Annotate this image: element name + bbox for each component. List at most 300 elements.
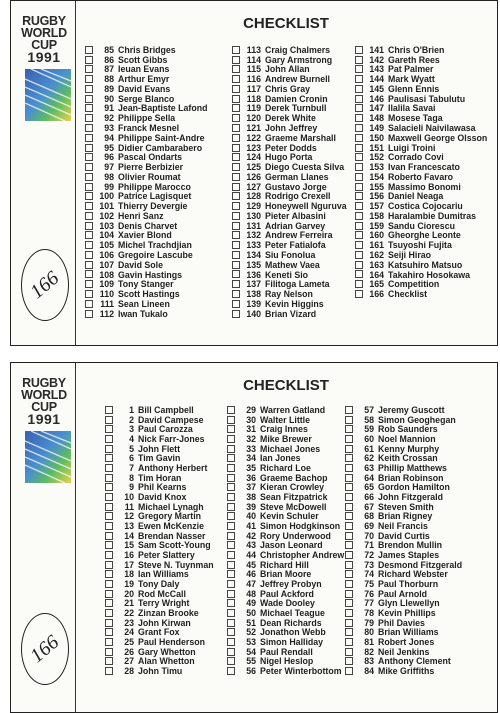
checkbox[interactable] (355, 75, 363, 83)
checkbox[interactable] (355, 173, 363, 181)
checklist-row (345, 560, 462, 570)
checklist-row (105, 415, 214, 425)
checkbox[interactable] (345, 541, 353, 549)
checkbox[interactable] (227, 541, 235, 549)
checkbox[interactable] (232, 270, 240, 278)
card-number-label: 91 (104, 103, 114, 114)
checkbox[interactable] (105, 493, 113, 501)
checkbox[interactable] (85, 114, 93, 122)
checkbox[interactable] (105, 454, 113, 462)
player-name: Competition (388, 279, 440, 290)
checkbox[interactable] (227, 638, 235, 646)
checkbox[interactable] (227, 532, 235, 540)
card-number-label: 101 (99, 201, 114, 212)
card-number: 166 (26, 266, 64, 303)
checklist-row (227, 405, 344, 415)
checkbox[interactable] (105, 425, 113, 433)
checkbox[interactable] (345, 445, 353, 453)
checkbox[interactable] (85, 95, 93, 103)
checklist-row (227, 473, 344, 483)
player-name: Luigi Troini (388, 142, 436, 153)
checkbox[interactable] (355, 261, 363, 269)
checkbox[interactable] (227, 454, 235, 462)
checkbox[interactable] (105, 406, 113, 414)
checkbox[interactable] (105, 503, 113, 511)
checkbox[interactable] (105, 628, 113, 636)
checkbox[interactable] (232, 104, 240, 112)
player-name: Gustavo Jorge (265, 181, 327, 192)
player-name: Olivier Roumat (118, 171, 181, 182)
checklist-row (345, 463, 462, 473)
checkbox[interactable] (345, 580, 353, 588)
checkbox[interactable] (232, 261, 240, 269)
checkbox[interactable] (227, 445, 235, 453)
checkbox[interactable] (345, 667, 353, 675)
checkbox[interactable] (355, 251, 363, 259)
checkbox[interactable] (227, 551, 235, 559)
card-number-label: 94 (104, 132, 114, 143)
player-name: Gheorghe Leonte (388, 230, 461, 241)
checklist-row (345, 627, 462, 637)
card-number-label: 121 (246, 123, 261, 134)
checkbox[interactable] (345, 570, 353, 578)
player-name: Neil Francis (378, 520, 428, 531)
card-number-label: 36 (246, 472, 256, 483)
checkbox[interactable] (227, 435, 235, 443)
player-name: Checklist (388, 289, 428, 300)
card-number-label: 28 (124, 665, 134, 676)
checkbox[interactable] (85, 251, 93, 259)
checkbox[interactable] (355, 290, 363, 298)
checkbox[interactable] (227, 609, 235, 617)
checkbox[interactable] (232, 280, 240, 288)
checkbox[interactable] (227, 648, 235, 656)
card-number-label: 25 (124, 636, 134, 647)
checkbox[interactable] (105, 638, 113, 646)
card-number-label: 133 (246, 240, 261, 251)
checklist-row (232, 270, 347, 280)
checkbox[interactable] (105, 551, 113, 559)
card-number-label: 52 (246, 627, 256, 638)
checkbox[interactable] (345, 657, 353, 665)
checklist-row (355, 65, 487, 75)
checkbox[interactable] (85, 192, 93, 200)
checkbox[interactable] (85, 104, 93, 112)
checkbox[interactable] (232, 134, 240, 142)
checkbox[interactable] (232, 183, 240, 191)
checklist-card-bottom (10, 362, 498, 713)
checkbox[interactable] (345, 512, 353, 520)
player-name: Ilalila Savai (388, 103, 436, 114)
checkbox[interactable] (227, 619, 235, 627)
checkbox[interactable] (232, 241, 240, 249)
checkbox[interactable] (227, 657, 235, 665)
player-name: Phil Kearns (138, 482, 187, 493)
checkbox[interactable] (345, 638, 353, 646)
player-name: Siu Fonolua (265, 249, 316, 260)
checkbox[interactable] (355, 56, 363, 64)
checkbox[interactable] (85, 65, 93, 73)
checkbox[interactable] (227, 464, 235, 472)
card-number-label: 60 (364, 433, 374, 444)
checkbox[interactable] (105, 619, 113, 627)
checkbox[interactable] (232, 192, 240, 200)
checkbox[interactable] (355, 241, 363, 249)
checkbox[interactable] (345, 435, 353, 443)
card-number-label: 58 (364, 414, 374, 425)
checkbox[interactable] (345, 425, 353, 433)
checkbox[interactable] (355, 183, 363, 191)
player-name: Chris O'Brien (388, 44, 445, 55)
checkbox[interactable] (105, 570, 113, 578)
checkbox[interactable] (227, 406, 235, 414)
checkbox[interactable] (355, 114, 363, 122)
checkbox[interactable] (85, 280, 93, 288)
checkbox[interactable] (105, 532, 113, 540)
checkbox[interactable] (85, 173, 93, 181)
checkbox[interactable] (85, 222, 93, 230)
checkbox[interactable] (355, 95, 363, 103)
checkbox[interactable] (232, 75, 240, 83)
checklist-row (85, 74, 207, 84)
checkbox[interactable] (85, 290, 93, 298)
checkbox[interactable] (105, 648, 113, 656)
card-number-label: 112 (99, 308, 114, 319)
checkbox[interactable] (85, 300, 93, 308)
checkbox[interactable] (85, 85, 93, 93)
checklist-row (232, 260, 347, 270)
checkbox[interactable] (345, 551, 353, 559)
checkbox[interactable] (345, 493, 353, 501)
checkbox[interactable] (232, 212, 240, 220)
checkbox[interactable] (232, 114, 240, 122)
checkbox[interactable] (345, 532, 353, 540)
card-number-label: 1 (129, 404, 134, 415)
checkbox[interactable] (355, 280, 363, 288)
checklist-row (105, 618, 214, 628)
player-name: Peter Winterbottom (260, 665, 342, 676)
card-number-label: 151 (369, 142, 384, 153)
checklist-row (232, 211, 347, 221)
checkbox[interactable] (105, 416, 113, 424)
checkbox[interactable] (355, 65, 363, 73)
checklist-row (232, 74, 347, 84)
checklist-row (227, 560, 344, 570)
checkbox[interactable] (232, 251, 240, 259)
checkbox[interactable] (232, 46, 240, 54)
checklist-row (85, 289, 207, 299)
card-number-label: 135 (246, 259, 261, 270)
checklist-row (355, 55, 487, 65)
checkbox[interactable] (85, 46, 93, 54)
checkbox[interactable] (85, 183, 93, 191)
checkbox[interactable] (227, 425, 235, 433)
player-name: Derek White (265, 113, 316, 124)
checkbox[interactable] (345, 561, 353, 569)
player-name: Philippe Sella (118, 113, 176, 124)
card-number-label: 143 (369, 64, 384, 75)
checklist-row (345, 569, 462, 579)
logo-line-rugby: RUGBY (22, 14, 66, 28)
card-number-label: 146 (369, 93, 384, 104)
checklist-row (232, 172, 347, 182)
card-number-label: 123 (246, 142, 261, 153)
card-number-label: 106 (99, 249, 114, 260)
checkbox[interactable] (345, 590, 353, 598)
checkbox[interactable] (355, 231, 363, 239)
player-name: Philippe Marocco (118, 181, 191, 192)
player-name: Craig Chalmers (265, 44, 331, 55)
checkbox[interactable] (227, 522, 235, 530)
checkbox[interactable] (355, 144, 363, 152)
checklist-row (345, 521, 462, 531)
card-number-label: 159 (369, 220, 384, 231)
checkbox[interactable] (105, 512, 113, 520)
player-name: Steve McDowell (260, 501, 327, 512)
checklist-row (105, 444, 214, 454)
checkbox[interactable] (105, 483, 113, 491)
checkbox[interactable] (227, 628, 235, 636)
checkbox[interactable] (105, 599, 113, 607)
player-name: Daniel Neaga (388, 191, 444, 202)
player-name: Peter Fatialofa (265, 240, 326, 251)
checkbox[interactable] (355, 192, 363, 200)
checkbox[interactable] (85, 212, 93, 220)
checklist-row (232, 240, 347, 250)
checkbox[interactable] (227, 416, 235, 424)
checkbox[interactable] (232, 290, 240, 298)
player-name: Andrew Ferreira (265, 230, 333, 241)
checkbox[interactable] (105, 541, 113, 549)
checkbox[interactable] (227, 503, 235, 511)
checkbox[interactable] (232, 85, 240, 93)
checklist-row (105, 531, 214, 541)
checkbox[interactable] (85, 56, 93, 64)
checkbox[interactable] (345, 619, 353, 627)
checkbox[interactable] (232, 65, 240, 73)
checklist-row (355, 182, 487, 192)
checkbox[interactable] (105, 667, 113, 675)
checklist-row (105, 463, 214, 473)
checkbox[interactable] (345, 483, 353, 491)
card-number-label: 50 (246, 607, 256, 618)
checklist-row (105, 424, 214, 434)
checkbox[interactable] (105, 609, 113, 617)
checklist-row (227, 618, 344, 628)
checkbox[interactable] (232, 153, 240, 161)
player-name: Paul Henderson (138, 636, 205, 647)
checkbox[interactable] (232, 222, 240, 230)
card-number-label: 72 (364, 549, 374, 560)
checklist-row (227, 540, 344, 550)
card-number-label: 130 (246, 210, 261, 221)
checkbox[interactable] (355, 212, 363, 220)
card-number-label: 62 (364, 453, 374, 464)
checkbox[interactable] (85, 163, 93, 171)
checkbox[interactable] (232, 124, 240, 132)
checklist-row (355, 162, 487, 172)
checkbox[interactable] (345, 609, 353, 617)
checkbox[interactable] (355, 163, 363, 171)
checklist-row (355, 221, 487, 231)
checkbox[interactable] (345, 648, 353, 656)
checkbox[interactable] (85, 261, 93, 269)
checkbox[interactable] (85, 270, 93, 278)
checkbox[interactable] (345, 628, 353, 636)
checkbox[interactable] (355, 85, 363, 93)
checkbox[interactable] (355, 222, 363, 230)
player-name: David Campese (138, 414, 204, 425)
checklist-row (355, 104, 487, 114)
checkbox[interactable] (345, 474, 353, 482)
player-name: Sean Fitzpatrick (260, 491, 328, 502)
checkbox[interactable] (227, 512, 235, 520)
checkbox[interactable] (85, 202, 93, 210)
checklist-card-top (10, 0, 498, 346)
checkbox[interactable] (232, 95, 240, 103)
checkbox[interactable] (227, 561, 235, 569)
checklist-row (355, 201, 487, 211)
checkbox[interactable] (355, 270, 363, 278)
checkbox[interactable] (355, 124, 363, 132)
checklist-row (105, 666, 214, 676)
checkbox[interactable] (85, 231, 93, 239)
player-name: Gordon Hamilton (378, 482, 450, 493)
player-name: Walter Little (260, 414, 311, 425)
checkbox[interactable] (105, 580, 113, 588)
player-name: Denis Charvet (118, 220, 178, 231)
card-number-label: 149 (369, 123, 384, 134)
player-name: Graeme Bachop (260, 472, 328, 483)
player-name: Bill Campbell (138, 404, 194, 415)
checkbox[interactable] (355, 153, 363, 161)
rugby-world-cup-logo-text (15, 15, 73, 63)
checklist-row (227, 463, 344, 473)
checklist-row (85, 201, 207, 211)
checkbox[interactable] (85, 75, 93, 83)
player-name: Craig Innes (260, 424, 308, 435)
card-number-label: 35 (246, 462, 256, 473)
checkbox[interactable] (85, 241, 93, 249)
checkbox[interactable] (345, 406, 353, 414)
checklist-row (345, 502, 462, 512)
card-number-label: 17 (124, 559, 134, 570)
checkbox[interactable] (105, 590, 113, 598)
logo-line-cup: CUP (31, 400, 57, 414)
checkbox[interactable] (232, 144, 240, 152)
checkbox[interactable] (227, 590, 235, 598)
checkbox[interactable] (105, 445, 113, 453)
card-number-label: 40 (246, 511, 256, 522)
card-number-label: 68 (364, 511, 374, 522)
player-name: Brian Williams (378, 627, 439, 638)
checklist-row (232, 162, 347, 172)
checkbox[interactable] (345, 416, 353, 424)
checkbox[interactable] (85, 134, 93, 142)
checkbox[interactable] (105, 561, 113, 569)
checkbox[interactable] (105, 657, 113, 665)
checkbox[interactable] (232, 231, 240, 239)
checkbox[interactable] (227, 667, 235, 675)
checkbox[interactable] (345, 599, 353, 607)
checkbox[interactable] (232, 300, 240, 308)
checkbox[interactable] (227, 599, 235, 607)
card-number-label: 104 (99, 230, 114, 241)
checklist-row (105, 502, 214, 512)
checkbox[interactable] (105, 522, 113, 530)
player-name: Richard Loe (260, 462, 311, 473)
checkbox[interactable] (345, 522, 353, 530)
checkbox[interactable] (232, 163, 240, 171)
player-name: John Allan (265, 64, 310, 75)
checkbox[interactable] (232, 202, 240, 210)
checkbox[interactable] (232, 310, 240, 318)
card-number-label: 145 (369, 83, 384, 94)
player-name: Corrado Covi (388, 152, 444, 163)
checklist-row (232, 309, 347, 319)
checkbox[interactable] (227, 483, 235, 491)
player-name: Wade Dooley (260, 598, 315, 609)
checkbox[interactable] (355, 134, 363, 142)
checklist-row (345, 482, 462, 492)
checklist-row (227, 482, 344, 492)
checklist-row (85, 152, 207, 162)
checkbox[interactable] (227, 570, 235, 578)
checkbox[interactable] (85, 124, 93, 132)
checklist-row (345, 589, 462, 599)
checklist-row (345, 540, 462, 550)
checkbox[interactable] (355, 46, 363, 54)
checklist-row (355, 84, 487, 94)
checkbox[interactable] (355, 202, 363, 210)
checklist-row (85, 123, 207, 133)
card-number-label: 77 (364, 598, 374, 609)
card-number-label: 41 (246, 520, 256, 531)
player-name: Adrian Garvey (265, 220, 326, 231)
player-name: Christopher Andrew (260, 549, 345, 560)
player-name: Paul Arnold (378, 588, 428, 599)
checkbox[interactable] (105, 474, 113, 482)
card-number-label: 39 (246, 501, 256, 512)
checkbox[interactable] (345, 454, 353, 462)
card-number-label: 150 (369, 132, 384, 143)
checkbox[interactable] (232, 173, 240, 181)
card-number-label: 164 (369, 269, 384, 280)
player-name: Franck Mesnel (118, 123, 180, 134)
checkbox[interactable] (227, 580, 235, 588)
checkbox[interactable] (355, 104, 363, 112)
checkbox[interactable] (85, 144, 93, 152)
checkbox[interactable] (345, 503, 353, 511)
checklist-row (355, 211, 487, 221)
checkbox[interactable] (227, 474, 235, 482)
checkbox[interactable] (232, 56, 240, 64)
player-name: Haralambie Dumitras (388, 210, 477, 221)
checkbox[interactable] (345, 464, 353, 472)
checkbox[interactable] (105, 464, 113, 472)
player-name: Peter Slattery (138, 549, 195, 560)
player-name: Anthony Herbert (138, 462, 208, 473)
checklist-row (345, 405, 462, 415)
checkbox[interactable] (85, 153, 93, 161)
checkbox[interactable] (85, 310, 93, 318)
checklist-row (227, 531, 344, 541)
player-name: Paul Ackford (260, 588, 314, 599)
checkbox[interactable] (227, 493, 235, 501)
checkbox[interactable] (105, 435, 113, 443)
checklist-row (85, 162, 207, 172)
player-name: Sam Scott-Young (138, 540, 211, 551)
